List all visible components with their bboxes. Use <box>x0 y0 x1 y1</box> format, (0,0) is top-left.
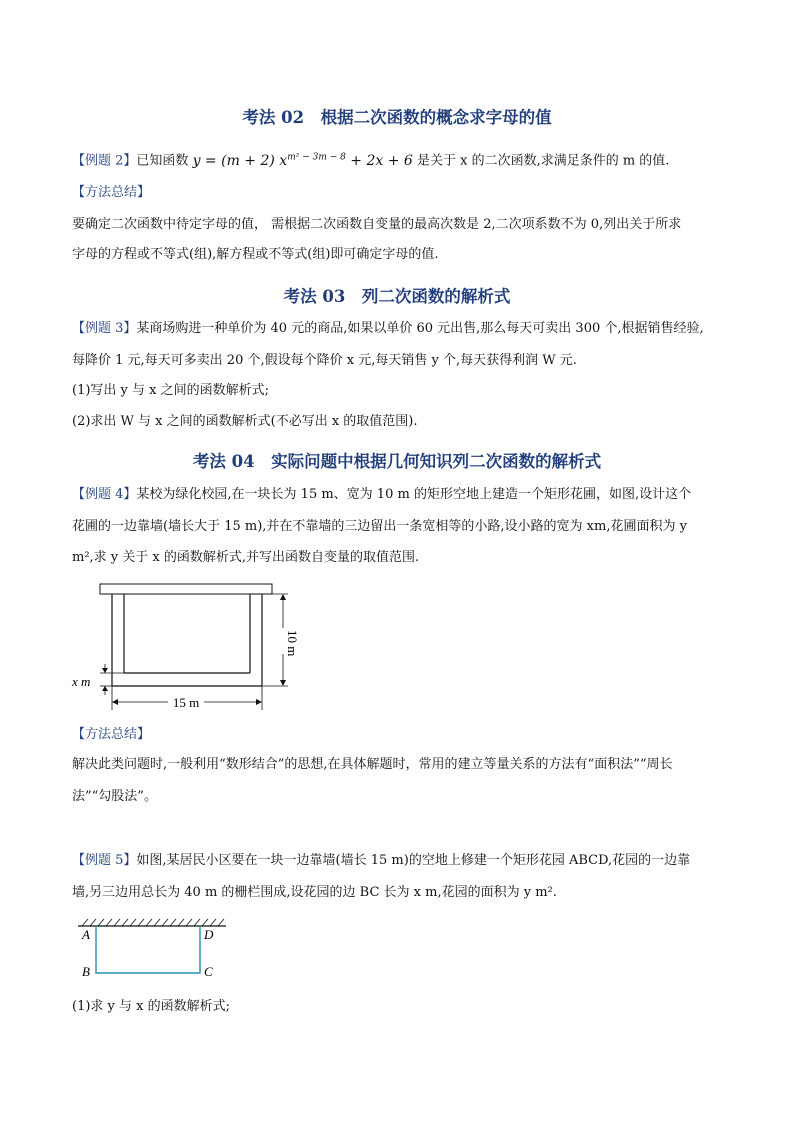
section-heading-03: 考法 03 列二次函数的解析式 <box>283 287 511 306</box>
method-summary-line: 字母的方程或不等式(组),解方程或不等式(组)即可确定字母的值. <box>72 247 439 262</box>
example-4-line: m²,求 y 关于 x 的函数解析式,并写出函数自变量的取值范围. <box>72 550 420 565</box>
example-5-text: 如图,某居民小区要在一块一边靠墙(墙长 15 m)的空地上修建一个矩形花园 ABCD,花园的一边靠 <box>136 853 691 868</box>
example-3-line: 每降价 1 元,每天可多卖出 20 个,假设每个降价 x 元,每天销售 y 个,每天获得利润 W 元. <box>72 353 577 368</box>
example-2 <box>72 148 732 171</box>
path-width-label: x m <box>72 674 91 689</box>
example-tag: 【例题 5】 <box>72 853 137 868</box>
example-4-line <box>72 486 732 504</box>
vertex-label-c: C <box>204 964 213 979</box>
method-summary-line: 解决此类问题时,一般利用“数形结合”的思想,在具体解题时，常用的建立等量关系的方法有“面积法”“周长 <box>72 757 673 772</box>
wall-rect <box>100 584 272 594</box>
wall-hatching <box>82 919 224 926</box>
vertex-label-b: B <box>82 964 90 979</box>
method-summary-tag: 【方法总结】 <box>72 727 151 742</box>
example-2-pre: 已知函数 <box>136 153 189 169</box>
example-5-question-1: (1)求 y 与 x 的函数解析式; <box>72 999 230 1014</box>
example-tag: 【例题 3】 <box>72 321 137 336</box>
example-5-line: 墙,另三边用总长为 40 m 的栅栏围成,设花园的边 BC 长为 x m,花园的面积为 y m². <box>72 885 557 900</box>
example-tag: 【例题 2】 <box>72 153 137 169</box>
width-label: 15 m <box>172 695 200 710</box>
example-3-text: 某商场购进一种单价为 40 元的商品,如果以单价 60 元出售,那么每天可卖出 300 个,根据销售经验, <box>136 321 704 336</box>
example-tag: 【例题 4】 <box>72 487 137 502</box>
example-4-line: 花圃的一边靠墙(墙长大于 15 m),并在不靠墙的三边留出一条宽相等的小路,设小路的宽为 xm,花圃面积为 y <box>72 519 687 534</box>
formula-part: + 2x + 6 <box>345 152 413 169</box>
formula-part: y = (m + 2) x <box>192 152 288 169</box>
arrow-head-icon <box>280 680 286 686</box>
example-3-question-1: (1)写出 y 与 x 之间的函数解析式; <box>72 383 269 398</box>
arrow-head-icon <box>280 594 286 600</box>
arrow-head-icon <box>102 668 108 673</box>
method-summary-line: 法”“勾股法”。 <box>72 789 157 804</box>
method-summary-line: 要确定二次函数中待定字母的值， 需根据二次函数自变量的最高次数是 2,二次项系数不为 0,列出关于所求 <box>72 217 682 232</box>
method-summary-tag: 【方法总结】 <box>72 185 151 200</box>
example-2-post: 是关于 x 的二次函数,求满足条件的 m 的值. <box>416 153 670 169</box>
section-heading-04: 考法 04 实际问题中根据几何知识列二次函数的解析式 <box>192 452 602 471</box>
vertex-label-d: D <box>204 927 214 942</box>
fence-outline <box>96 926 200 973</box>
example-4-text: 某校为绿化校园,在一块长为 15 m、宽为 10 m 的矩形空地上建造一个矩形花圃，如图,设计这个 <box>136 487 692 502</box>
arrow-head-icon <box>102 686 108 691</box>
height-label: 10 m <box>285 630 300 657</box>
vertex-label-a: A <box>82 927 90 942</box>
example-2-formula <box>193 153 413 169</box>
section-heading-02: 考法 02 根据二次函数的概念求字母的值 <box>242 108 552 127</box>
rectangle-garden-figure <box>74 914 234 984</box>
arrow-head-icon <box>256 699 262 705</box>
example-3-line <box>72 320 732 338</box>
example-5-line <box>72 852 732 870</box>
garden-path-figure <box>70 578 310 718</box>
formula-exponent: m² − 3m − 8 <box>287 152 346 162</box>
arrow-head-icon <box>112 699 118 705</box>
example-3-question-2: (2)求出 W 与 x 之间的函数解析式(不必写出 x 的取值范围). <box>72 414 418 429</box>
